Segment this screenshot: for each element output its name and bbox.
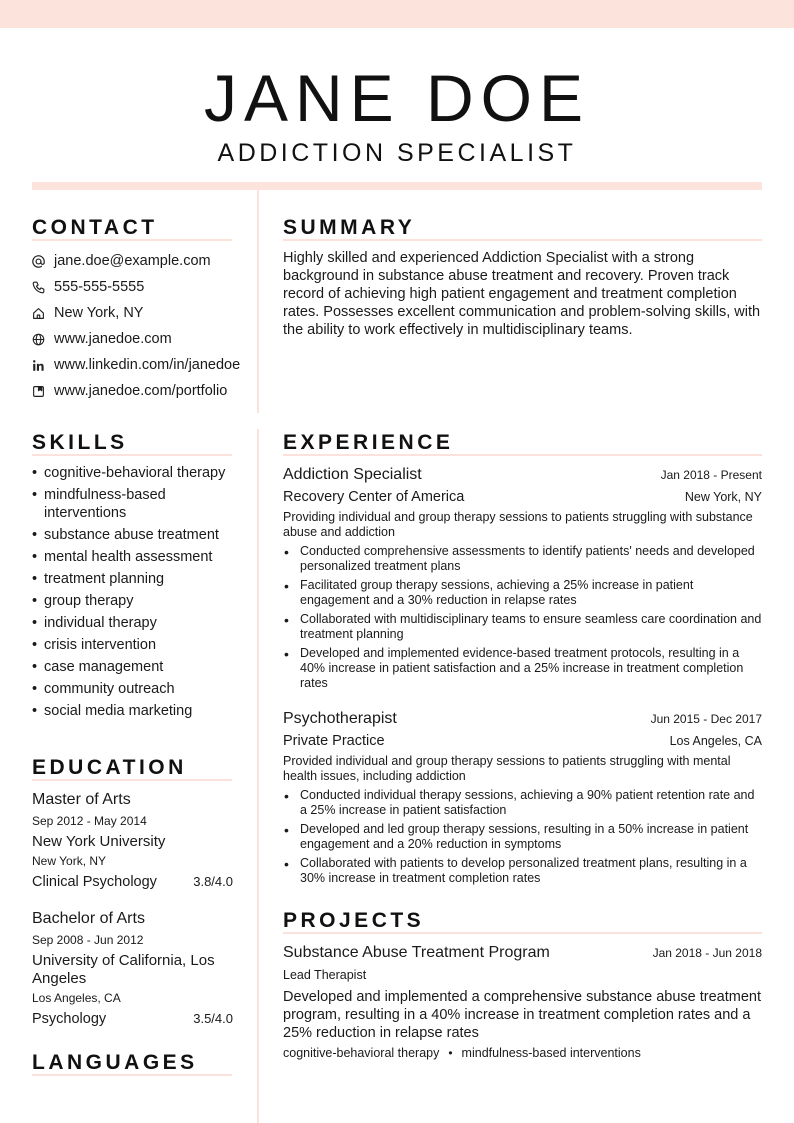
contact-portfolio[interactable] xyxy=(32,378,258,404)
contact-list xyxy=(32,248,258,404)
experience-bullets xyxy=(283,544,762,691)
project-entry xyxy=(283,942,762,1062)
candidate-name: JANE DOE xyxy=(203,61,591,135)
list-item: • Facilitated group therapy sessions, achieving a 25% increase in patient engagement and a 30% reduction in relapse rates xyxy=(283,578,762,608)
summary-heading: SUMMARY xyxy=(283,216,416,239)
education-dates: Sep 2008 - Jun 2012 xyxy=(32,933,144,947)
list-item: • social media marketing xyxy=(32,702,242,720)
contact-email[interactable] xyxy=(32,248,258,274)
education-entry xyxy=(32,789,233,893)
list-item: • Developed and implemented evidence-based treatment protocols, resulting in a 40% increase in patient satisfaction and a 25% increase in treatment completion rates xyxy=(283,646,762,691)
list-item: • cognitive-behavioral therapy xyxy=(32,464,242,482)
projects-heading-rule xyxy=(283,932,762,934)
experience-description: Provided individual and group therapy sessions to patients struggling with mental health issues, including addiction xyxy=(283,754,731,783)
experience-role: Psychotherapist xyxy=(283,710,397,727)
at-icon xyxy=(32,253,54,269)
top-accent-band xyxy=(0,0,794,28)
project-role: Lead Therapist xyxy=(283,968,367,982)
education-school: University of California, Los Angeles xyxy=(32,952,215,987)
education-field-row xyxy=(32,871,233,893)
linkedin-icon xyxy=(32,357,54,373)
project-name: Substance Abuse Treatment Program xyxy=(283,944,550,961)
contact-location-text: New York, NY xyxy=(54,305,144,321)
experience-heading-rule xyxy=(283,454,762,456)
experience-dates: Jun 2015 - Dec 2017 xyxy=(650,712,762,726)
tag-separator-dot: • xyxy=(448,1046,453,1060)
project-description: Developed and implemented a comprehensive substance abuse treatment program, resulting in a 40% increase in treatment completion rates and a 25% reduction in relapse rates xyxy=(283,989,761,1041)
education-gpa: 3.5/4.0 xyxy=(193,1011,233,1026)
list-item: • mental health assessment xyxy=(32,548,242,566)
contact-website[interactable] xyxy=(32,326,258,352)
experience-dates: Jan 2018 - Present xyxy=(660,468,762,482)
list-item: • community outreach xyxy=(32,680,242,698)
portfolio-icon xyxy=(32,383,54,399)
globe-icon xyxy=(32,331,54,347)
experience-company-row xyxy=(283,487,762,507)
contact-heading: CONTACT xyxy=(32,216,158,239)
contact-phone-text: 555-555-5555 xyxy=(54,279,145,295)
education-location: Los Angeles, CA xyxy=(32,991,121,1005)
skills-list xyxy=(32,464,242,724)
education-heading: EDUCATION xyxy=(32,756,187,779)
experience-company: Private Practice xyxy=(283,733,385,749)
list-item: • mindfulness-based interventions xyxy=(32,486,242,522)
project-tag: cognitive-behavioral therapy xyxy=(283,1046,440,1060)
project-tag: mindfulness-based interventions xyxy=(461,1046,641,1060)
experience-role: Addiction Specialist xyxy=(283,466,422,483)
experience-description: Providing individual and group therapy sessions to patients struggling with substance abuse and addiction xyxy=(283,510,753,539)
contact-heading-rule xyxy=(32,239,232,241)
summary-heading-rule xyxy=(283,239,762,241)
education-location: New York, NY xyxy=(32,854,107,868)
list-item: • Conducted comprehensive assessments to identify patients' needs and developed personalized treatment plans xyxy=(283,544,762,574)
contact-linkedin-text: www.linkedin.com/in/janedoe xyxy=(54,357,241,373)
skills-heading: SKILLS xyxy=(32,431,128,454)
education-school: New York University xyxy=(32,833,166,850)
experience-role-row xyxy=(283,708,762,730)
project-name-row xyxy=(283,942,762,964)
list-item: • case management xyxy=(32,658,242,676)
education-degree: Bachelor of Arts xyxy=(32,910,145,927)
list-item: • crisis intervention xyxy=(32,636,242,654)
list-item: • Collaborated with multidisciplinary teams to ensure seamless care coordination and treatment planning xyxy=(283,612,762,642)
contact-email-text: jane.doe@example.com xyxy=(54,253,211,269)
education-gpa: 3.8/4.0 xyxy=(193,874,233,889)
list-item: • substance abuse treatment xyxy=(32,526,242,544)
education-entry xyxy=(32,908,233,1030)
list-item: • Developed and led group therapy sessions, resulting in a 50% increase in patient engagement and a 20% reduction in symptoms xyxy=(283,822,762,852)
contact-linkedin[interactable] xyxy=(32,352,258,378)
list-item: • Conducted individual therapy sessions, achieving a 90% patient retention rate and a 25% increase in patient satisfaction xyxy=(283,788,762,818)
list-item: • individual therapy xyxy=(32,614,242,632)
contact-website-text: www.janedoe.com xyxy=(54,331,172,347)
experience-bullets xyxy=(283,788,762,886)
summary-text: Highly skilled and experienced Addiction Specialist with a strong background in substance abuse treatment and recovery. Proven track record of achieving high patient engagement and treatment completion rates. Possesses excellent communication and problem-solving skills, with the ability to work effectively in multidisciplinary teams. xyxy=(283,250,761,338)
education-degree: Master of Arts xyxy=(32,791,131,808)
experience-role-row xyxy=(283,464,762,486)
project-tags xyxy=(283,1044,762,1062)
languages-heading-rule xyxy=(32,1074,232,1076)
project-dates: Jan 2018 - Jun 2018 xyxy=(652,946,762,960)
skills-heading-rule xyxy=(32,454,232,456)
contact-phone[interactable] xyxy=(32,274,258,300)
phone-icon xyxy=(32,279,54,295)
column-divider-bottom xyxy=(257,429,259,1123)
education-dates: Sep 2012 - May 2014 xyxy=(32,814,147,828)
contact-location xyxy=(32,300,258,326)
contact-portfolio-text: www.janedoe.com/portfolio xyxy=(54,383,228,399)
list-item: • group therapy xyxy=(32,592,242,610)
home-icon xyxy=(32,305,54,321)
experience-heading: EXPERIENCE xyxy=(283,431,454,454)
header-divider xyxy=(32,182,762,190)
list-item: • treatment planning xyxy=(32,570,242,588)
education-field-row xyxy=(32,1008,233,1030)
experience-company: Recovery Center of America xyxy=(283,489,465,505)
education-field: Clinical Psychology xyxy=(32,874,157,890)
projects-heading: PROJECTS xyxy=(283,909,425,932)
languages-heading: LANGUAGES xyxy=(32,1051,198,1074)
experience-location: New York, NY xyxy=(684,490,762,504)
experience-entry xyxy=(283,464,762,695)
experience-company-row xyxy=(283,731,762,751)
list-item: • Collaborated with patients to develop personalized treatment plans, resulting in a 30% increase in treatment completion rates xyxy=(283,856,762,886)
experience-location: Los Angeles, CA xyxy=(669,734,762,748)
education-heading-rule xyxy=(32,779,232,781)
experience-entry xyxy=(283,708,762,890)
education-field: Psychology xyxy=(32,1011,107,1027)
job-title: ADDICTION SPECIALIST xyxy=(217,139,577,167)
